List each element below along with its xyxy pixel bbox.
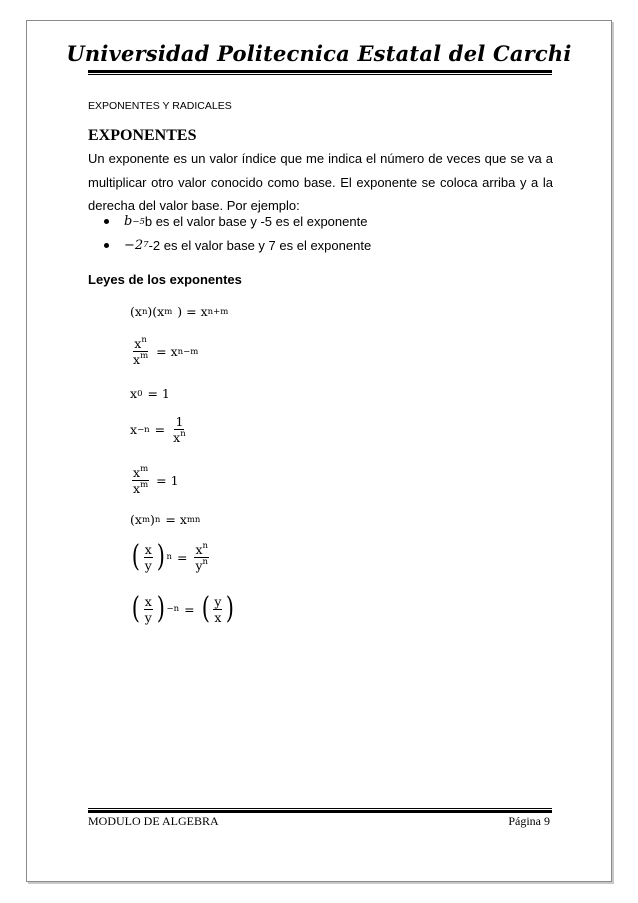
example-text: b es el valor base y -5 es el exponente xyxy=(144,214,368,229)
list-item: −2 7 -2 es el valor base y 7 es el exponente xyxy=(104,234,371,258)
header-title: Universidad Politecnica Estatal del Carchi xyxy=(66,41,572,66)
intro-paragraph: Un exponente es un valor índice que me indica el número de veces que se va a multiplicar otro valor conocido como base. El exponente se coloca arriba y a la derecha del valor base. Por ejemplo: xyxy=(88,151,553,213)
footer-rule xyxy=(88,808,552,813)
law-quotient: $\frac{x^n}{x^m}$ = x n−m xyxy=(133,335,199,367)
laws-heading: Leyes de los exponentes xyxy=(88,272,242,287)
law-fraction-negative: ( $\frac{x}{y}$ ) −n = ( $\frac{y}{x}$ ) xyxy=(131,591,235,626)
section-heading: EXPONENTES xyxy=(88,127,197,144)
bullet-icon xyxy=(104,219,109,224)
footer-module: MODULO DE ALGEBRA xyxy=(88,814,219,828)
bullet-icon xyxy=(104,243,109,248)
header-rule xyxy=(88,70,552,75)
example-text: -2 es el valor base y 7 es el exponente xyxy=(148,237,372,253)
law-negative: x −n = $\frac{1}{x^n}$ xyxy=(130,414,186,445)
law-same-base: $\frac{x^m}{x^m}$ = 1 xyxy=(133,464,179,496)
law-zero: x 0 = 1 xyxy=(130,386,170,401)
footer-page-number: Página 9 xyxy=(508,814,550,828)
law-fraction-power: ( $\frac{x}{y}$ ) n = $\frac{x^n}{y^n}$ xyxy=(131,539,209,574)
law-product: (x n )(x m ) = x n+m xyxy=(130,304,229,319)
list-item: b −5 b es el valor base y -5 es el exponente xyxy=(104,210,371,234)
examples-list xyxy=(104,210,371,257)
section-label: EXPONENTES Y RADICALES xyxy=(88,100,232,112)
law-power: (x m ) n = x mn xyxy=(130,512,201,527)
example-base: −2 xyxy=(124,237,144,253)
example-base: b xyxy=(124,214,133,229)
